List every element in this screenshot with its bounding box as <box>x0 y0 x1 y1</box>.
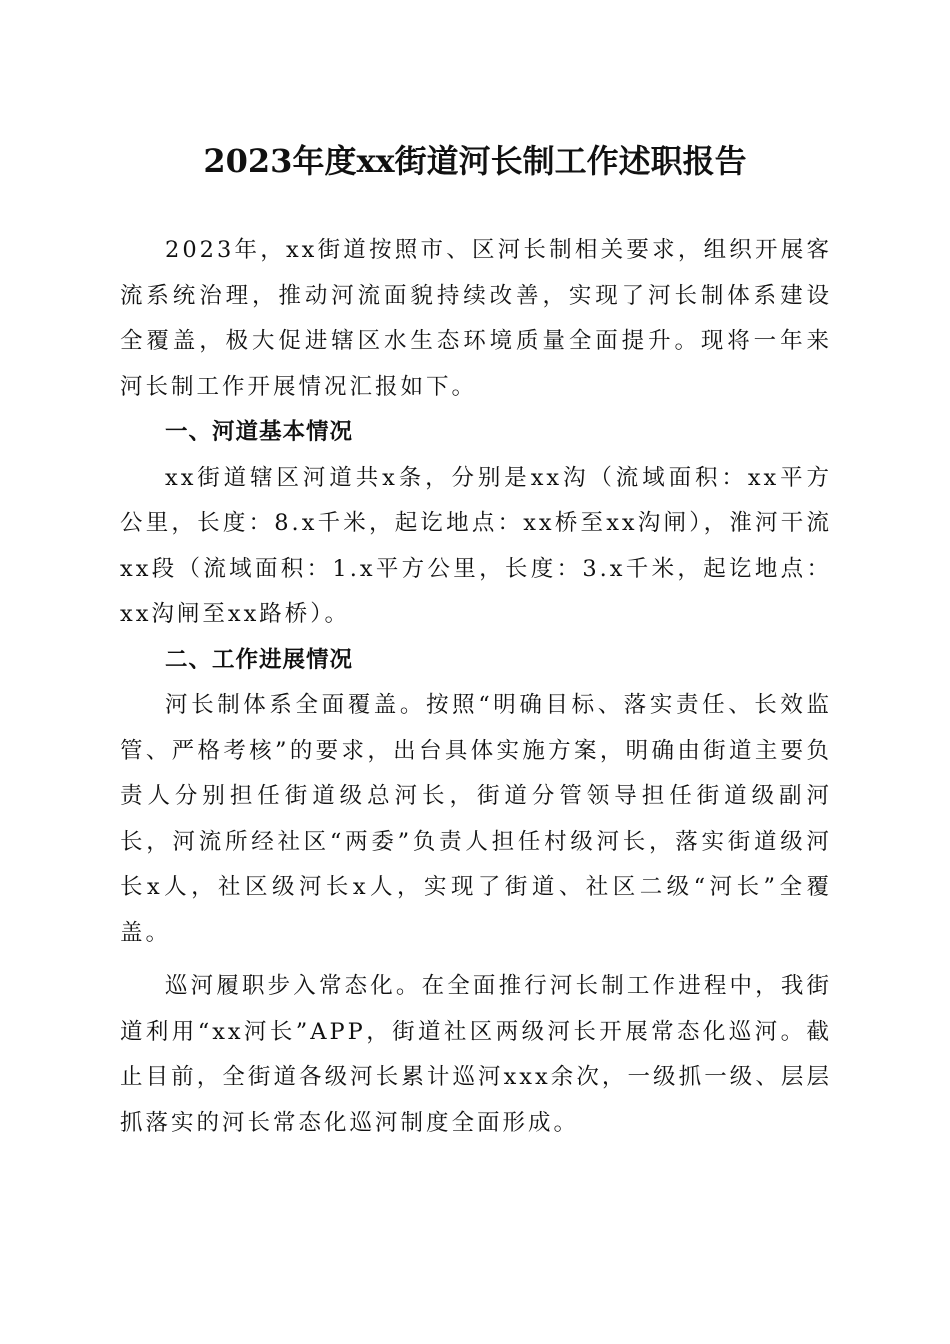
section-heading-river-basics: 一、河道基本情况 <box>165 419 354 445</box>
river-basics-paragraph: xx街道辖区河道共x条，分别是xx沟（流域面积：xx平方公里，长度：8.x千米，起讫地点：xx桥至xx沟闸），淮河干流xx段（流域面积：1.x平方公里，长度：3.x千米，起讫地点：xx沟闸至xx路桥）。 <box>120 464 832 627</box>
section-heading-work-progress: 二、工作进展情况 <box>165 646 354 673</box>
document-title: 2023年度xx街道河长制工作述职报告 <box>203 142 747 180</box>
work-progress-paragraph-patrol: 巡河履职步入常态化。在全面推行河长制工作进程中，我街道利用“xx河长”APP，街道社区两级河长开展常态化巡河。截止目前，全街道各级河长累计巡河xxx余次，一级抓一级、层层抓落实的河长常态化巡河制度全面形成。 <box>120 973 832 1136</box>
intro-paragraph: 2023年，xx街道按照市、区河长制相关要求，组织开展客流系统治理，推动河流面貌持续改善，实现了河长制体系建设全覆盖，极大促进辖区水生态环境质量全面提升。现将一年来河长制工作开展情况汇报如下。 <box>120 237 832 400</box>
document-body <box>120 228 832 1146</box>
work-progress-paragraph-coverage: 河长制体系全面覆盖。按照“明确目标、落实责任、长效监管、严格考核”的要求，出台具体实施方案，明确由街道主要负责人分别担任街道级总河长，街道分管领导担任街道级副河长，河流所经社区“两委”负责人担任村级河长，落实街道级河长x人，社区级河长x人，实现了街道、社区二级“河长”全覆盖。 <box>120 692 832 946</box>
